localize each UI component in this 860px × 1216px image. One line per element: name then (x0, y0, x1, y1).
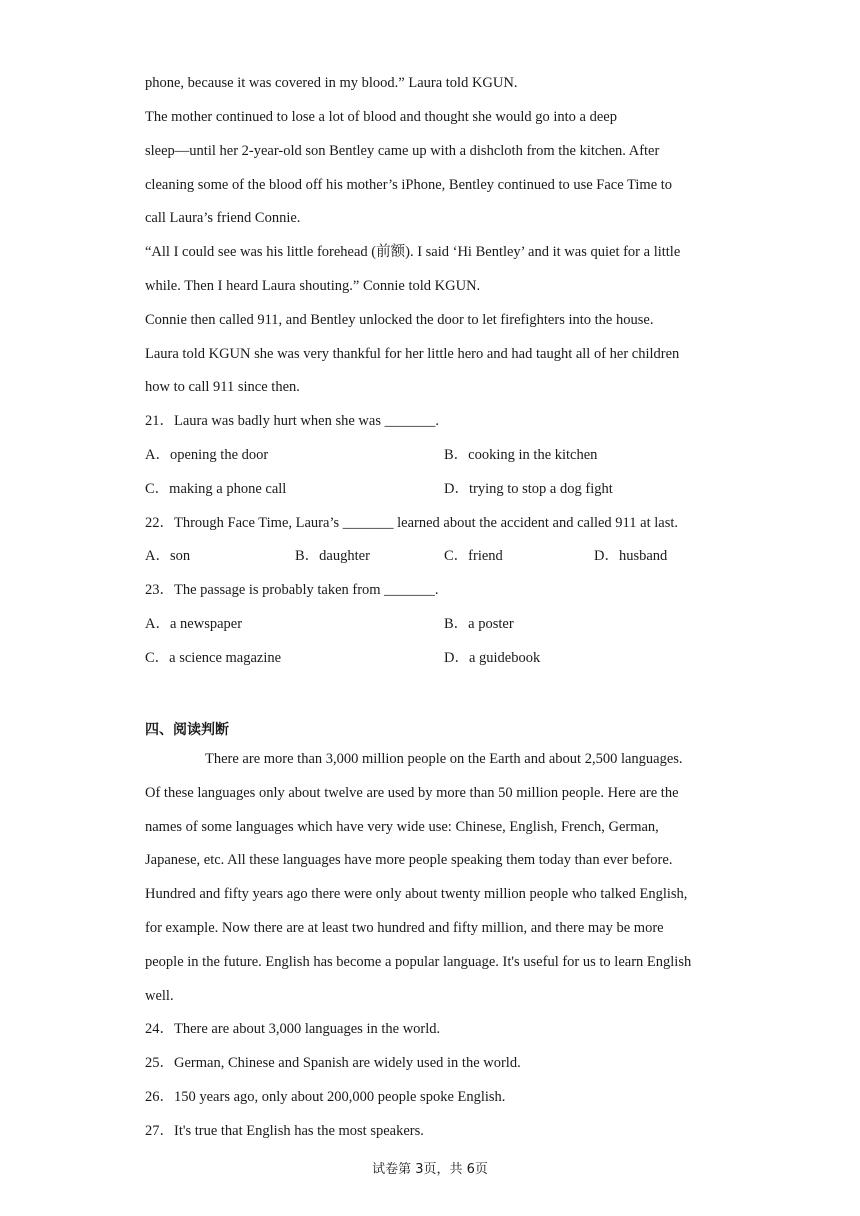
page-footer: 试卷第 3页，共 6页 (372, 1162, 488, 1177)
statement-26: 26．150 years ago, only about 200,000 people spoke English. (145, 1089, 506, 1105)
section-title: 四、阅读判断 (145, 722, 229, 738)
section-passage-line: names of some languages which have very wide use: Chinese, English, French, German, (145, 819, 659, 835)
passage-line: sleep—until her 2-year-old son Bentley came up with a dishcloth from the kitchen. After (145, 143, 660, 159)
question-stem: 21．Laura was badly hurt when she was _______. (145, 413, 439, 429)
passage-line: cleaning some of the blood off his mother’s iPhone, Bentley continued to use Face Time to (145, 177, 673, 193)
section-passage-line: Hundred and fifty years ago there were only about twenty million people who talked English, (145, 886, 688, 902)
question-stem: 23．The passage is probably taken from _______. (145, 582, 439, 598)
option-d[interactable]: D．a guidebook (444, 650, 541, 666)
option-a[interactable]: A．a newspaper (145, 616, 243, 632)
option-c[interactable]: C．friend (444, 548, 503, 564)
section-passage-line: Of these languages only about twelve are used by more than 50 million people. Here are the (145, 785, 679, 801)
option-c[interactable]: C．making a phone call (145, 481, 287, 497)
passage-line: Laura told KGUN she was very thankful for her little hero and had taught all of her children (145, 346, 680, 362)
option-c[interactable]: C．a science magazine (145, 650, 282, 666)
statement-27: 27．It's true that English has the most speakers. (145, 1123, 424, 1139)
passage-line: “All I could see was his little forehead (前额). I said ‘Hi Bentley’ and it was quiet for a little (145, 244, 681, 260)
statement-25: 25．German, Chinese and Spanish are widely used in the world. (145, 1055, 521, 1071)
section-passage-line: Japanese, etc. All these languages have more people speaking them today than ever before. (145, 852, 673, 868)
option-a[interactable]: A．opening the door (145, 447, 269, 463)
passage-line: call Laura’s friend Connie. (145, 210, 301, 226)
section-passage-line: people in the future. English has become a popular language. It's useful for us to learn English (145, 954, 692, 970)
passage-line: phone, because it was covered in my blood.” Laura told KGUN. (145, 75, 518, 91)
passage-line: The mother continued to lose a lot of blood and thought she would go into a deep (145, 109, 617, 125)
option-a[interactable]: A．son (145, 548, 191, 564)
option-b[interactable]: B．daughter (295, 548, 370, 564)
option-b[interactable]: B．cooking in the kitchen (444, 447, 598, 463)
option-d[interactable]: D．trying to stop a dog fight (444, 481, 613, 497)
section-passage-line: for example. Now there are at least two hundred and fifty million, and there may be more (145, 920, 664, 936)
section-passage-line: well. (145, 988, 174, 1004)
option-d[interactable]: D．husband (594, 548, 668, 564)
section-passage-line: There are more than 3,000 million people on the Earth and about 2,500 languages. (205, 751, 683, 767)
passage-line: how to call 911 since then. (145, 379, 300, 395)
question-stem: 22．Through Face Time, Laura’s _______ learned about the accident and called 911 at last. (145, 515, 678, 531)
passage-line: while. Then I heard Laura shouting.” Connie told KGUN. (145, 278, 481, 294)
option-b[interactable]: B．a poster (444, 616, 514, 632)
statement-24: 24．There are about 3,000 languages in the world. (145, 1021, 441, 1037)
passage-line: Connie then called 911, and Bentley unlocked the door to let firefighters into the house. (145, 312, 654, 328)
